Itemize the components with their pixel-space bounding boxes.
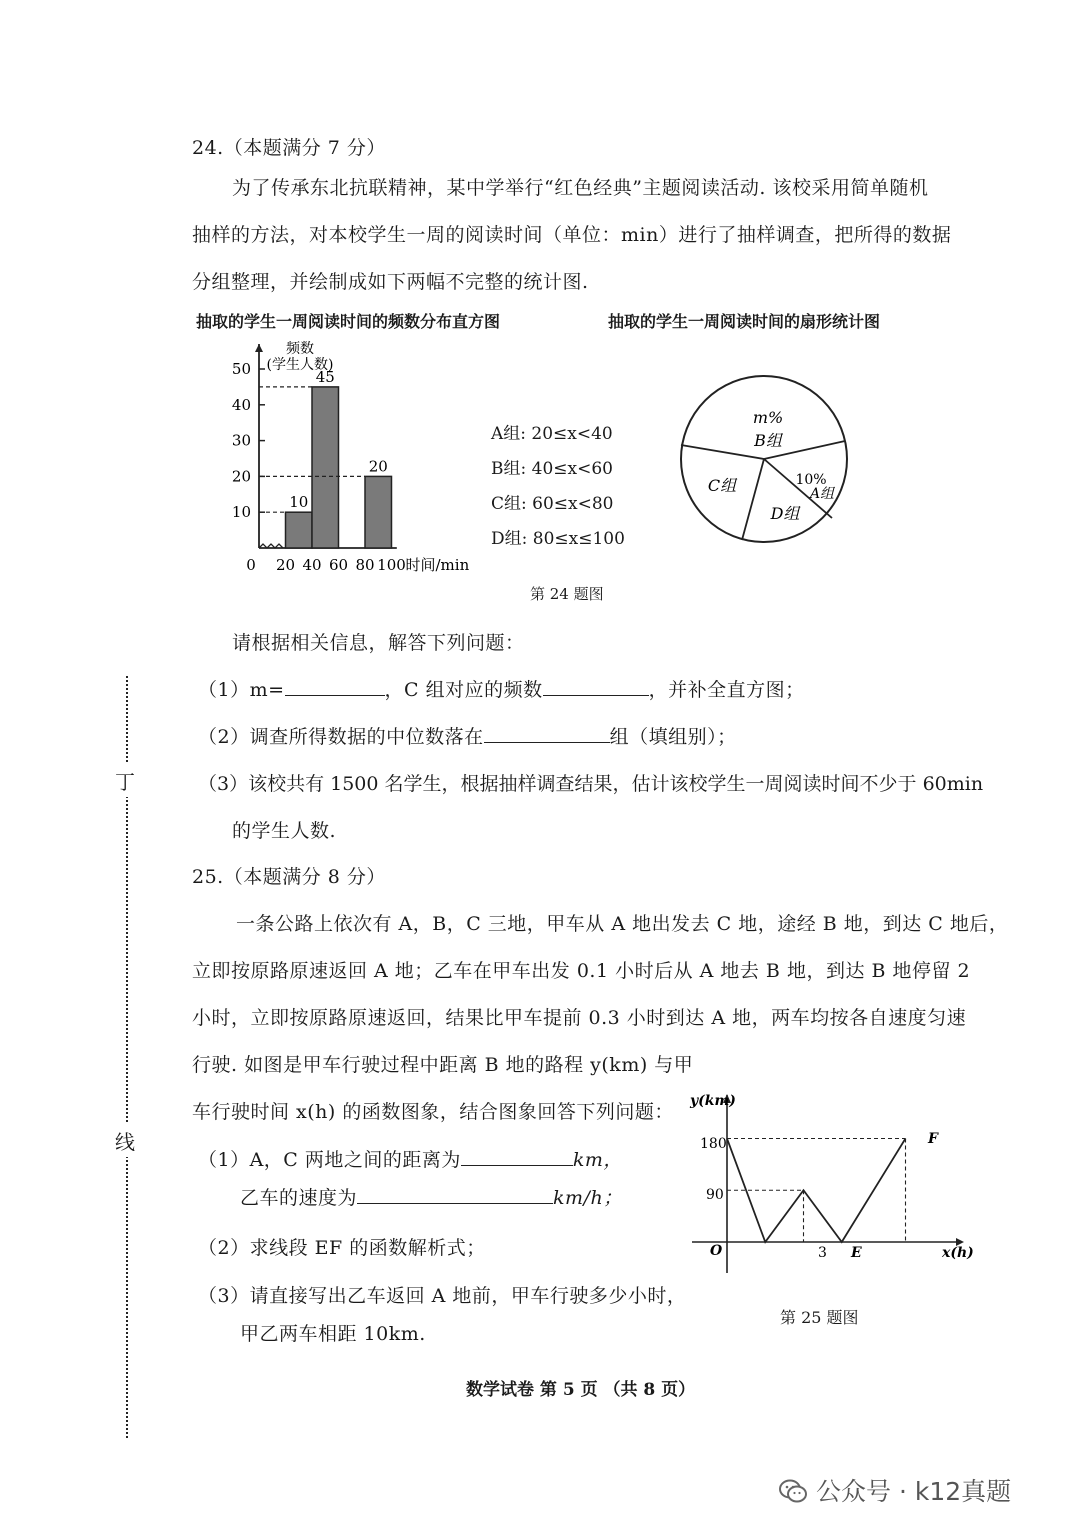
q24-paragraph-line1: 为了传承东北抗联精神，某中学举行“红色经典”主题阅读活动. 该校采用简单随机	[232, 177, 929, 199]
binding-char-xian: 线	[115, 1124, 135, 1157]
histogram-bar-20-40	[286, 512, 313, 548]
histogram-y-tick-label-30: 30	[231, 431, 251, 450]
watermark	[778, 1472, 1011, 1508]
histogram-x-tick-label-40: 40	[302, 556, 322, 574]
pie-label-d-group: D组	[770, 504, 800, 523]
pie-divider-bc	[681, 445, 764, 459]
histogram-bar-40-60	[312, 387, 339, 548]
q25-sub3-line2: 甲乙两车相距 10km.	[240, 1323, 426, 1345]
q25-sub1-distance-label: （1）A，C 两地之间的距离为	[198, 1149, 461, 1171]
legend-group-c: C组: 60≤x<80	[491, 494, 614, 514]
legend-group-b: B组: 40≤x<60	[491, 459, 613, 479]
graph-origin-label: O	[710, 1243, 723, 1259]
q24-sub2	[198, 722, 737, 749]
histogram-y-title-line1: 频数	[286, 341, 314, 357]
histogram-x-tick-label-60: 60	[328, 556, 349, 574]
q25-paragraph-line2: 立即按原路原速返回 A 地；乙车在甲车出发 0.1 小时后从 A 地去 B 地，到达 B 地停留 2	[192, 960, 971, 982]
q24-sub1-m-label: （1）m=	[198, 679, 285, 701]
q24-sub1-c-label: ，C 组对应的频数	[384, 679, 543, 701]
page-footer: 数学试卷 第 5 页 （共 8 页）	[466, 1380, 696, 1400]
q24-paragraph-line3: 分组整理，并绘制成如下两幅不完整的统计图.	[192, 271, 589, 293]
histogram-y-tick-label-50: 50	[231, 360, 251, 378]
pie-chart	[672, 355, 857, 565]
q25-sub1-line1	[198, 1145, 623, 1172]
m-answer-blank[interactable]	[285, 677, 385, 696]
pie-divider-dc	[742, 459, 764, 540]
graph-y-axis-label: y(km)	[690, 1093, 736, 1109]
pie-label-b-percent: m%	[752, 408, 784, 427]
binding-char-ding: 丁	[115, 764, 135, 797]
pie-label-a-group: A组	[809, 486, 835, 502]
q24-paragraph-line2: 抽样的方法，对本校学生一周的阅读时间（单位：min）进行了抽样调查，把所得的数据	[192, 224, 952, 246]
q24-prompt: 请根据相关信息，解答下列问题：	[232, 632, 525, 654]
graph-x-axis-label: x(h)	[942, 1245, 974, 1261]
histogram-bar-label-20-40: 10	[289, 493, 309, 512]
q25-sub1-line2	[240, 1183, 623, 1210]
q25-sub1-unit-kmh: km/h；	[553, 1187, 623, 1209]
graph-line-car-a	[727, 1139, 906, 1243]
ac-distance-answer-blank[interactable]	[461, 1147, 573, 1166]
pie-label-b-group: B组	[754, 431, 782, 450]
histogram-bar-80-100	[365, 476, 392, 548]
histogram-x-tick-label-20: 20	[275, 556, 296, 574]
histogram-x-tick-label-100: 100	[377, 556, 406, 574]
car-b-speed-answer-blank[interactable]	[357, 1185, 553, 1204]
q24-sub3-line2: 的学生人数.	[232, 820, 337, 842]
graph-y-tick-180: 180	[700, 1136, 727, 1152]
q25-sub1-unit-km: km，	[572, 1149, 623, 1171]
watermark-text: 公众号 · k12真题	[816, 1477, 1012, 1506]
q25-figure-caption: 第 25 题图	[780, 1308, 859, 1327]
q24-sub1-tail: ，并补全直方图；	[648, 679, 805, 701]
histogram-y-tick-label-20: 20	[231, 467, 251, 486]
c-frequency-answer-blank[interactable]	[543, 677, 649, 696]
median-group-answer-blank[interactable]	[484, 724, 610, 743]
distance-time-graph	[680, 1085, 980, 1280]
frequency-histogram	[215, 335, 485, 580]
pie-label-c-group: C组	[707, 476, 737, 495]
graph-y-tick-90: 90	[706, 1187, 724, 1203]
q24-sub3-line1: （3）该校共有 1500 名学生，根据抽样调查结果，估计该校学生一周阅读时间不少于 60min	[198, 773, 984, 795]
histogram-bar-label-40-60: 45	[315, 367, 335, 386]
graph-x-tick-3: 3	[818, 1245, 827, 1261]
q25-sub1-speed-label: 乙车的速度为	[240, 1187, 358, 1209]
q25-sub3-line1: （3）请直接写出乙车返回 A 地前，甲车行驶多少小时，	[198, 1285, 687, 1307]
histogram-y-tick-label-10: 10	[231, 503, 251, 522]
histogram-y-title-line2: (学生人数)	[266, 357, 334, 373]
graph-point-f-label: F	[928, 1131, 938, 1147]
histogram-y-arrow	[255, 344, 263, 352]
histogram-x-tick-label-0: 0	[246, 556, 256, 574]
q24-figure-caption: 第 24 题图	[530, 585, 604, 603]
pie-chart-title: 抽取的学生一周阅读时间的扇形统计图	[608, 312, 881, 331]
q24-sub1	[198, 675, 805, 702]
pie-label-a-percent: 10%	[795, 472, 827, 488]
q24-sub2-label: （2）调查所得数据的中位数落在	[198, 726, 484, 748]
wechat-icon	[778, 1478, 808, 1504]
legend-group-d: D组: 80≤x≤100	[491, 529, 625, 549]
q25-sub2: （2）求线段 EF 的函数解析式；	[198, 1237, 486, 1259]
graph-point-e-label: E	[851, 1245, 862, 1261]
histogram-title: 抽取的学生一周阅读时间的频数分布直方图	[196, 312, 501, 331]
histogram-y-tick-label-40: 40	[231, 395, 251, 414]
histogram-x-axis-label: 时间/min	[405, 556, 470, 574]
q25-paragraph-line5: 车行驶时间 x(h) 的函数图象，结合图象回答下列问题：	[192, 1101, 674, 1123]
q25-heading: 25.（本题满分 8 分）	[192, 866, 386, 888]
q25-paragraph-line4: 行驶. 如图是甲车行驶过程中距离 B 地的路程 y(km) 与甲	[192, 1054, 694, 1076]
q24-sub2-tail: 组（填组别）；	[609, 726, 737, 748]
q25-paragraph-line3: 小时，立即按原路原速返回，结果比甲车提前 0.3 小时到达 A 地，两车均按各自速度匀速	[192, 1007, 967, 1029]
q24-heading: 24.（本题满分 7 分）	[192, 137, 386, 159]
histogram-x-tick-label-80: 80	[355, 556, 375, 574]
histogram-bar-label-80-100: 20	[368, 457, 388, 476]
legend-group-a: A组: 20≤x<40	[491, 424, 613, 444]
q25-paragraph-line1: 一条公路上依次有 A，B，C 三地，甲车从 A 地出发去 C 地，途经 B 地，到达 C 地后，	[236, 913, 1009, 935]
